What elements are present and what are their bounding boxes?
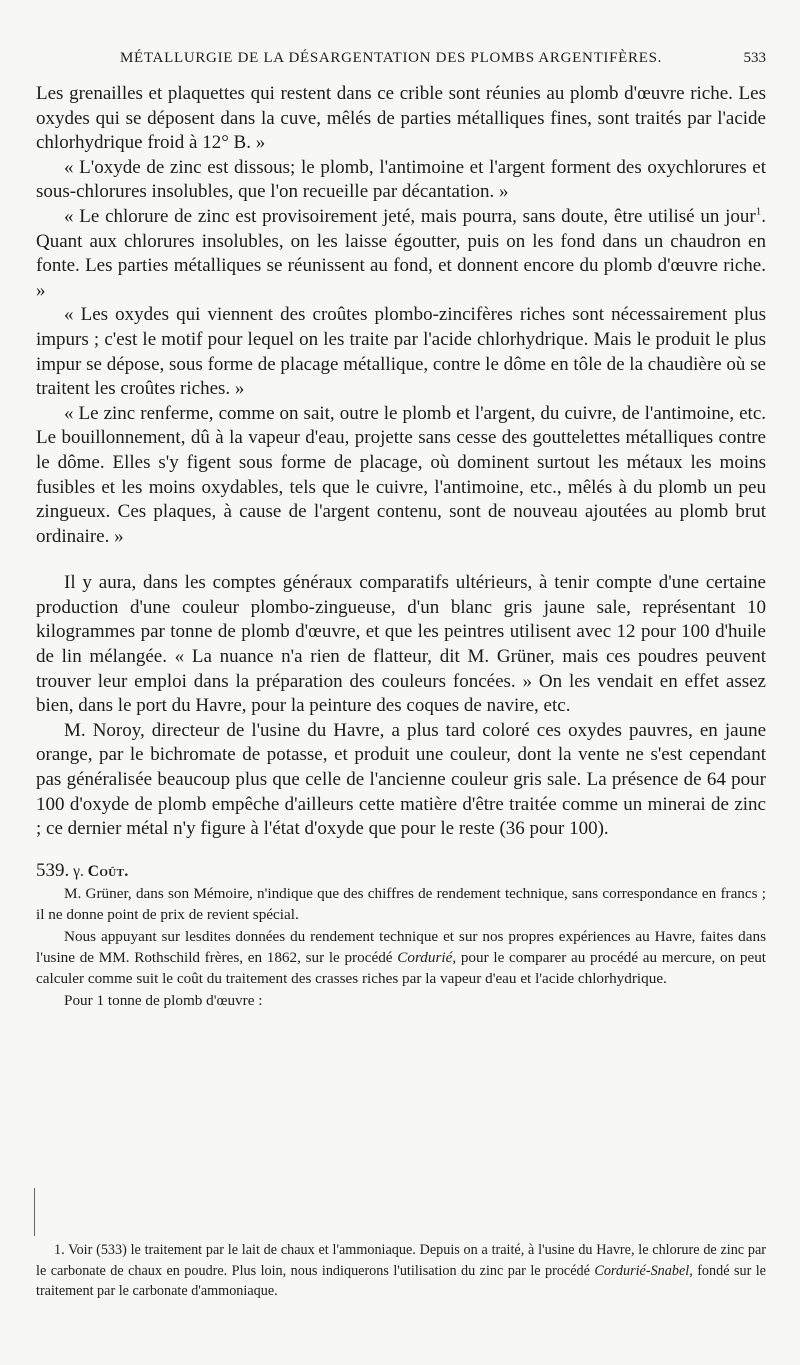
body-text bbox=[36, 82, 766, 1011]
paragraph-7: M. Noroy, directeur de l'usine du Havre, a plus tard coloré ces oxydes pauvres, en jaune orange, par le bichromate de potasse, et produit une couleur, dont la vente ne s'est cependant pas généralisée beaucoup plus que celle de l'ancienne couleur gris sale. La présence de 64 pour 100 d'oxyde de plomb empêche d'ailleurs cette matière d'être traitée comme un minerai de zinc ; ce dernier métal n'y figure à l'état d'oxyde que pour le reste (36 pour 100). bbox=[36, 719, 766, 840]
paragraph-3-text-b: . Quant aux chlorures insolubles, on les laisse égoutter, puis on les fond dans un chaudron en fonte. Les parties métalliques se réunissent au fond, et donnent encore du plomb d'œuvre riche. » bbox=[36, 205, 766, 301]
cost-section bbox=[36, 883, 766, 1011]
small-paragraph-1: M. Grüner, dans son Mémoire, n'indique que des chiffres de rendement technique, sans correspondance en francs ; il ne donne point de prix de revient spécial. bbox=[36, 884, 766, 924]
section-heading bbox=[36, 860, 766, 883]
small-paragraph-2-text-a: Nous appuyant sur lesdites données du rendement technique et sur nos propres expériences au Havre, faites dans l'usine de MM. Rothschild frères, en 1862, sur le procédé bbox=[36, 927, 766, 967]
footnote-text-b: , fondé sur le traitement par le carbonate d'ammoniaque. bbox=[36, 1262, 766, 1299]
footnote-reference: 1 bbox=[755, 205, 762, 218]
footnote-1 bbox=[36, 1240, 766, 1302]
margin-mark bbox=[34, 1188, 35, 1236]
footnote-italic: Cordurié-Snabel bbox=[594, 1262, 690, 1279]
paragraph-5: « Le zinc renferme, comme on sait, outre le plomb et l'argent, du cuivre, de l'antimoine, etc. Le bouillonnement, dû à la vapeur d'eau, projette sans cesse des gouttelettes métalliques contre le dôme. Elles s'y figent sous forme de placage, où dominent surtout les métaux les moins fusibles et les moins oxydables, tels que le cuivre, l'antimoine, etc., mêlés à du plomb un peu zingueux. Ces plaques, à cause de l'argent contenu, sont de nouveau ajoutées au plomb brut ordinaire. » bbox=[36, 402, 766, 547]
section-title: Coût. bbox=[87, 862, 129, 880]
page-number: 533 bbox=[743, 50, 766, 66]
paragraph-6: Il y aura, dans les comptes généraux comparatifs ultérieurs, à tenir compte d'une certaine production d'une couleur plombo-zingueuse, d'un blanc gris jaune sale, représentant 10 kilogrammes par tonne de plomb d'œuvre, et que les peintres utilisent avec 12 pour 100 d'huile de lin mélangée. « La nuance n'a rien de flatteur, dit M. Grüner, mais ces poudres peuvent trouver leur emploi dans la préparation des couleurs foncées. » On les vendait en effet assez bien, dans le port du Havre, pour la peinture des coques de navire, etc. bbox=[36, 572, 766, 717]
small-paragraph-3: Pour 1 tonne de plomb d'œuvre : bbox=[64, 991, 263, 1009]
paragraph-1: Les grenailles et plaquettes qui restent dans ce crible sont réunies au plomb d'œuvre riche. Les oxydes qui se déposent dans la cuve, mêlés de parties métalliques fines, sont traités par l'acide chlorhydrique froid à 12° B. » bbox=[36, 83, 766, 154]
paragraph-4: « Les oxydes qui viennent des croûtes plombo-zincifères riches sont nécessairement plus impurs ; c'est le motif pour lequel on les traite par l'acide chlorhydrique. Mais le produit le plus impur se dépose, sous forme de placage métallique, contre le dôme en tôle de la chaudière où se traitent les croûtes riches. » bbox=[36, 304, 766, 400]
section-number: 539. bbox=[36, 859, 70, 881]
footnotes bbox=[36, 1240, 766, 1302]
running-title: MÉTALLURGIE DE LA DÉSARGENTATION DES PLOMBS ARGENTIFÈRES. bbox=[120, 50, 663, 66]
small-paragraph-2-text-b: , pour le comparer au procédé au mercure, on peut calculer comme suit le coût du traitement des crasses riches par la vapeur d'eau et l'acide chlorhydrique. bbox=[36, 949, 767, 988]
paragraph-2: « L'oxyde de zinc est dissous; le plomb, l'antimoine et l'argent forment des oxychlorures et sous-chlorures insolubles, que l'on recueille par décantation. » bbox=[36, 156, 766, 203]
footnote-text-a: Voir (533) le traitement par le lait de chaux et l'ammoniaque. Depuis on a traité, à l'usine du Havre, le chlorure de zinc par le carbonate de chaux en poudre. Plus loin, nous indiquerons l'utilisation du zinc par le procédé bbox=[36, 1242, 766, 1279]
process-name-italic: Cordurié bbox=[397, 949, 453, 967]
paragraph-3-text-a: « Le chlorure de zinc est provisoirement jeté, mais pourra, sans doute, être utilisé un jour bbox=[64, 205, 756, 227]
paragraph-3 bbox=[36, 205, 766, 303]
running-header bbox=[36, 50, 766, 72]
section-letter: γ. bbox=[73, 862, 84, 880]
footnote-marker: 1. bbox=[54, 1242, 65, 1258]
small-paragraph-2 bbox=[36, 926, 766, 990]
